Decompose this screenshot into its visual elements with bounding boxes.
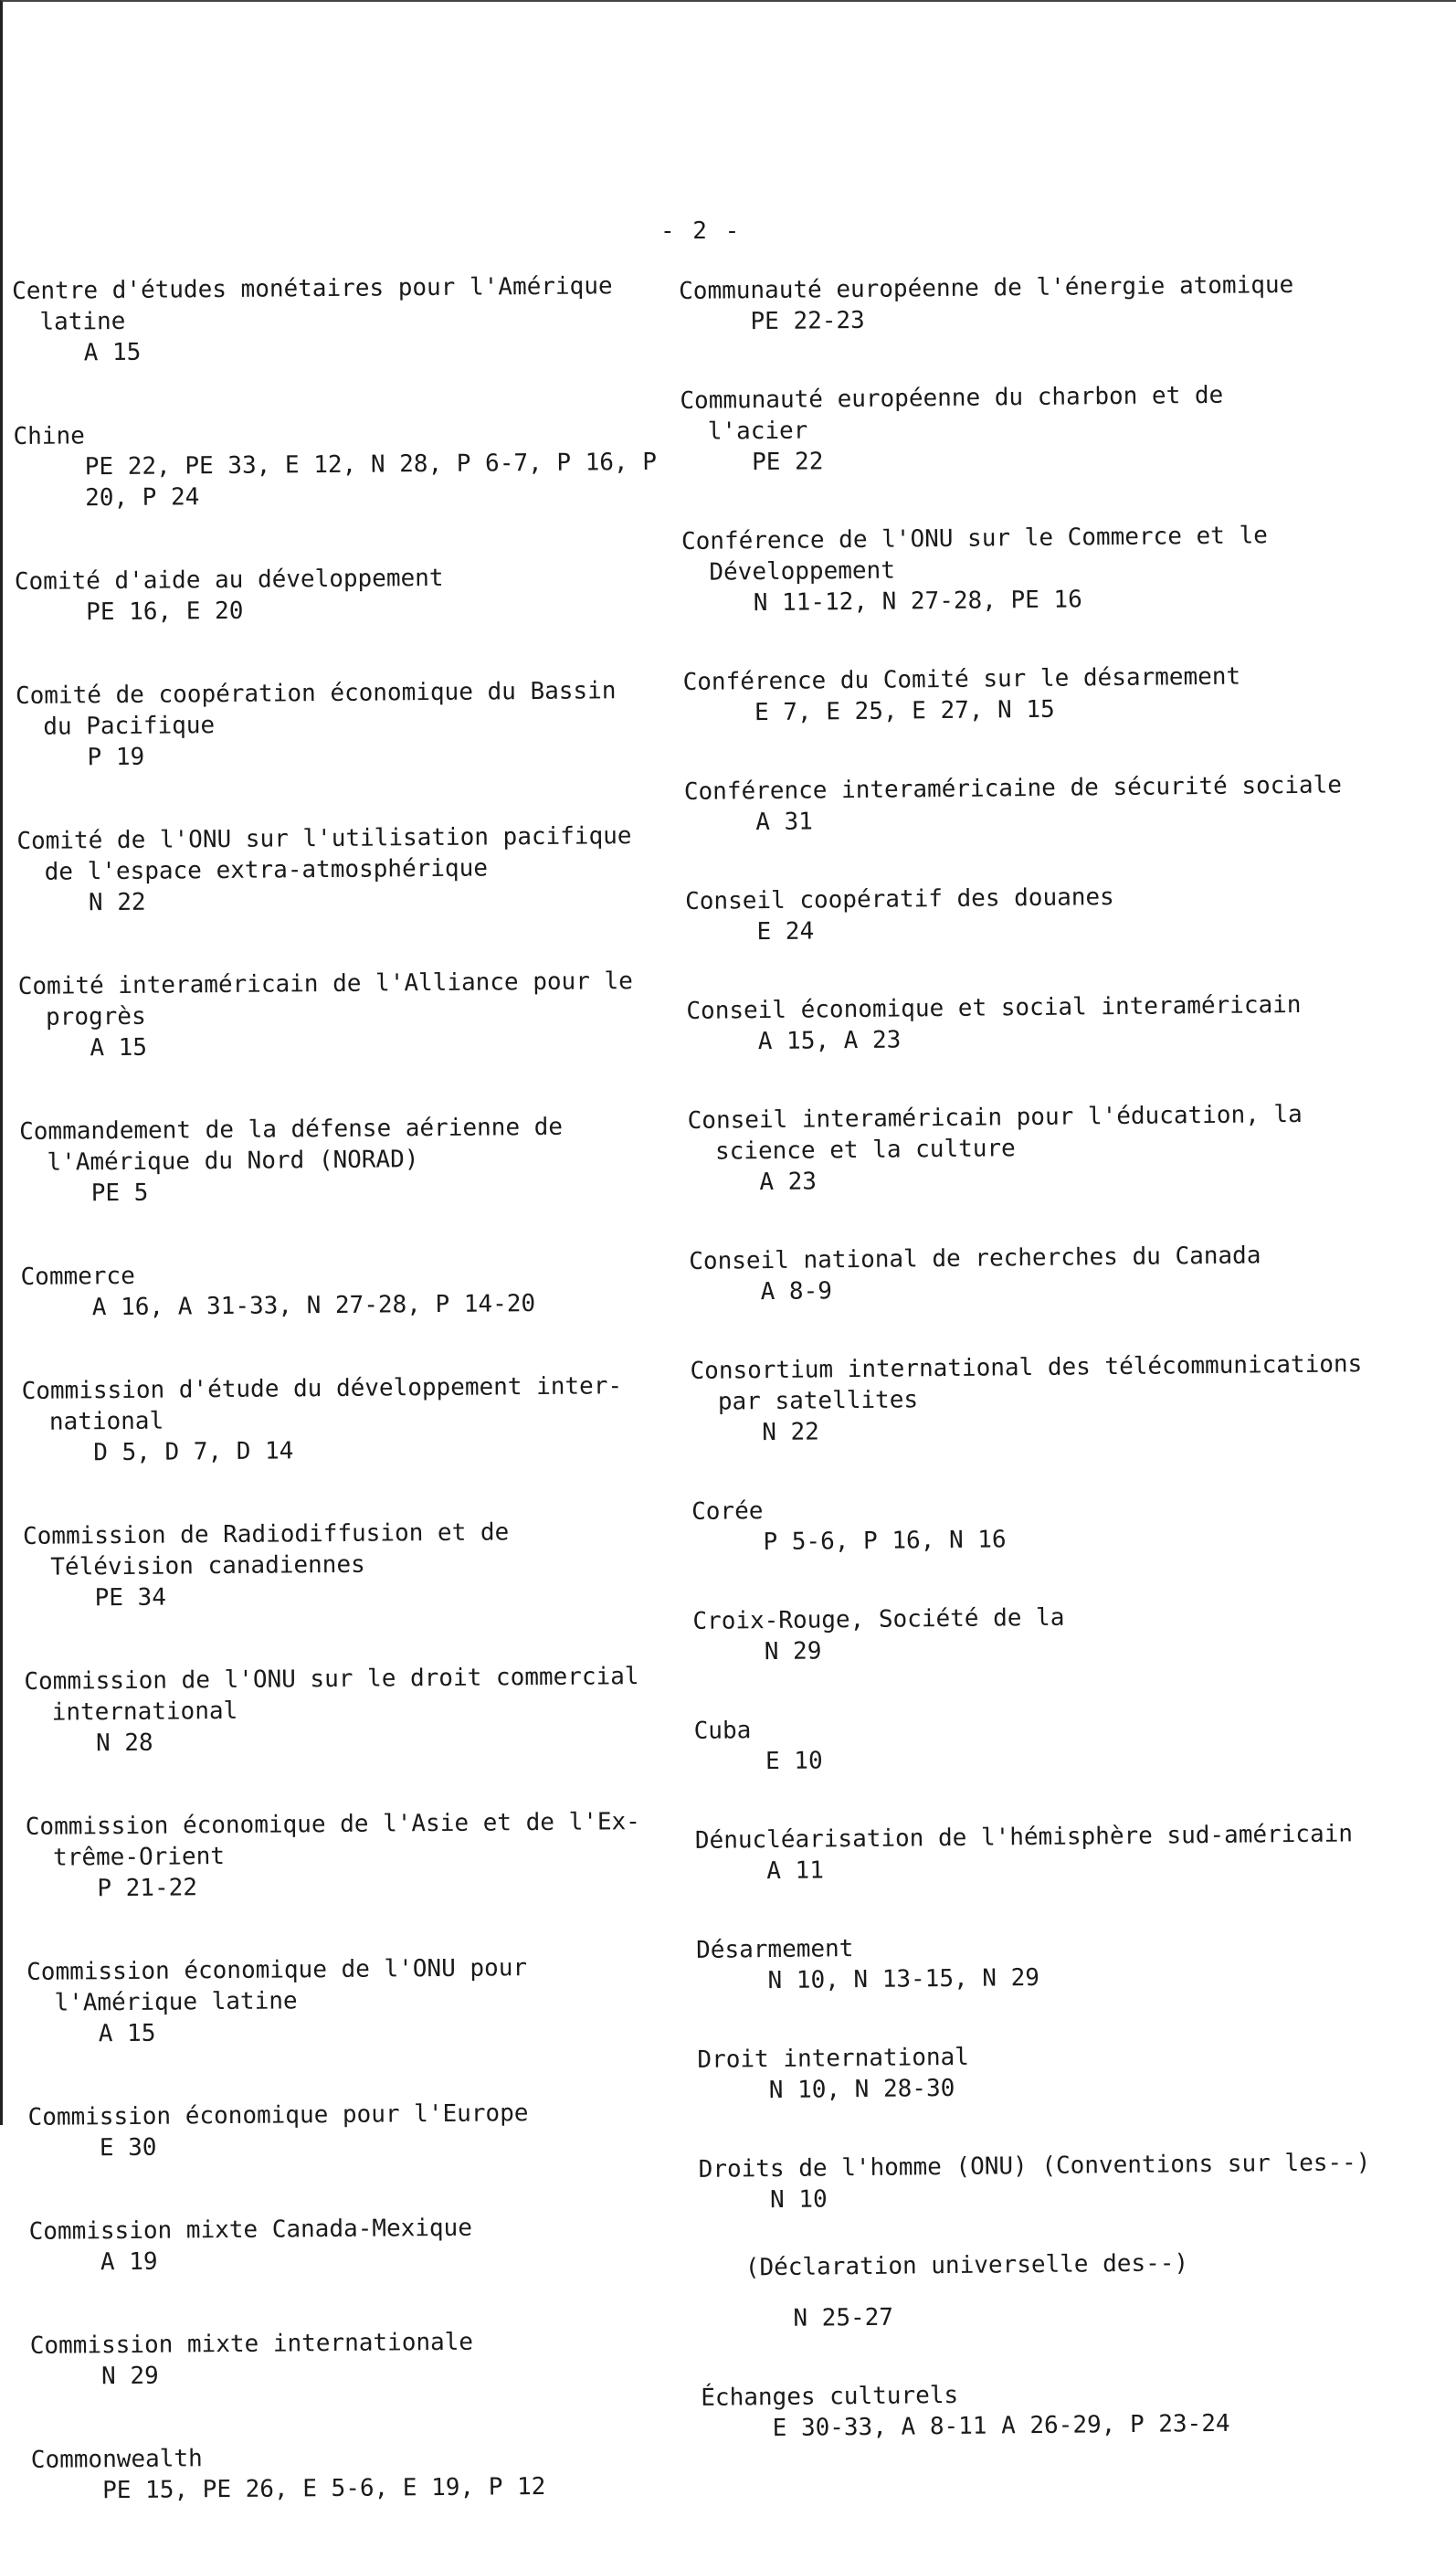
index-entry (684, 769, 1416, 839)
index-entry-heading (23, 1516, 691, 1583)
index-entry-heading-text: Droits de l'homme (ONU) (Conventions sur les--) (698, 2149, 1371, 2184)
index-entry-references: N 10, N 28-30 (768, 2074, 955, 2105)
index-entry-references: PE 22 (751, 448, 824, 477)
index-entry-references: N 29 (764, 1637, 822, 1666)
index-entry-heading-text: Désarmement (696, 1935, 854, 1964)
index-entry (29, 2211, 697, 2279)
index-entry-heading-text: Commission économique de l'ONU pour (26, 1954, 528, 1986)
index-entry-references: A 15 (90, 1033, 148, 1063)
index-entry-heading-text: Communauté européenne du charbon et de (680, 381, 1224, 415)
index-entry (27, 2097, 695, 2164)
index-entry (686, 989, 1418, 1058)
index-entry (701, 2374, 1432, 2444)
index-entry-references: D 5, D 7, D 14 (93, 1437, 294, 1467)
index-entry-references: N 22 (88, 888, 146, 917)
index-entry-references: E 30 (99, 2133, 157, 2162)
index-entry-references: N 28 (95, 1729, 153, 1758)
index-entry (23, 1516, 691, 1614)
index-entry-heading-text: Dénucléarisation de l'hémisphère sud-américain (694, 1820, 1354, 1855)
index-entry (18, 966, 686, 1064)
index-entry-heading-text: Commission de l'ONU sur le droit commercial (24, 1663, 639, 1696)
index-entry-heading-continuation: l'Amérique latine (54, 1987, 298, 2017)
index-entry (699, 2147, 1430, 2216)
index-entry (680, 378, 1411, 479)
index-entry-references: N 11-12, N 27-28, PE 16 (753, 586, 1082, 618)
index-entry-references: PE 22-23 (750, 306, 865, 336)
index-entry-heading-text: Conseil interaméricain pour l'éducation, la (687, 1100, 1303, 1135)
index-entry-references: A 15, A 23 (757, 1026, 902, 1056)
index-entry-references: PE 15, PE 26, E 5-6, E 19, P 12 (102, 2472, 546, 2505)
index-entry (689, 1239, 1420, 1308)
index-entry-heading-continuation: science et la culture (714, 1135, 1016, 1166)
index-entry-heading (681, 519, 1413, 588)
index-entry-heading-continuation: national (48, 1407, 164, 1436)
index-entry-references: A 11 (766, 1856, 825, 1886)
index-entry (26, 1951, 694, 2050)
index-entry-heading (16, 820, 684, 888)
index-entry-heading-text: Cuba (693, 1717, 752, 1745)
index-entry-heading-text: Commission mixte Canada-Mexique (28, 2214, 473, 2246)
index-entry (697, 2037, 1429, 2107)
index-entry-heading-text: Comité de coopération économique du Bassin (15, 677, 617, 710)
index-entry (22, 1370, 690, 1469)
index-entry-references: P 5-6, P 16, N 16 (763, 1526, 1007, 1557)
index-entry (696, 1928, 1428, 1997)
index-entry-heading (690, 1348, 1421, 1418)
index-entry-heading-continuation: international (51, 1697, 238, 1727)
index-entry (19, 1111, 687, 1210)
index-entry-heading (24, 1661, 691, 1729)
index-entry-references: E 10 (765, 1747, 823, 1776)
index-entry-heading-text: Comité interaméricain de l'Alliance pour le (17, 968, 633, 1000)
index-entry (682, 660, 1414, 729)
index-entry-references: P 21-22 (97, 1874, 198, 1903)
index-entry-references: A 23 (759, 1168, 818, 1197)
index-entry-heading (688, 1098, 1419, 1168)
index-entry-references: A 19 (100, 2247, 158, 2277)
index-entry-heading-text: Droit international (697, 2043, 970, 2074)
index-entry-heading-text: Comité de l'ONU sur l'utilisation pacifique (16, 822, 632, 855)
index-entry (688, 1098, 1419, 1199)
index-entry-heading-continuation: Télévision canadiennes (50, 1550, 365, 1581)
page-number: - 2 - (660, 217, 742, 245)
index-entry-heading-text: Commission économique pour l'Europe (27, 2099, 529, 2131)
index-entry-heading-text: Conférence interaméricaine de sécurité sociale (683, 771, 1343, 806)
index-entry-heading-text: Conseil économique et social interaméricain (686, 990, 1302, 1025)
index-entry-heading-text: Conférence du Comité sur le désarmement (682, 662, 1241, 696)
index-entry (30, 2325, 698, 2393)
index-entry-references: PE 5 (90, 1179, 149, 1208)
index-entry-heading (12, 270, 680, 338)
index-entry-heading-text: Communauté européenne de l'énergie atomique (679, 270, 1294, 305)
index-entry (26, 1806, 693, 1905)
index-entry-references: PE 16, E 20 (86, 597, 244, 627)
index-entry-heading-continuation: du Pacifique (43, 712, 216, 741)
index-entry (685, 879, 1417, 948)
index-entry-heading-continuation: trême-Orient (52, 1843, 226, 1872)
index-entry-references: A 15 (98, 2019, 156, 2048)
index-entry-references: E 24 (756, 917, 815, 946)
index-entry-heading (19, 1111, 687, 1179)
index-entry-heading-text: Commission d'étude du développement inter- (21, 1372, 623, 1405)
index-entry-heading-continuation: progrès (45, 1002, 146, 1031)
index-entry-heading-text: Commandement de la défense aérienne de (19, 1113, 564, 1146)
index-entry-references: P 19 (87, 743, 145, 772)
index-entry-heading-continuation: de l'espace extra-atmosphérique (44, 854, 489, 886)
index-entry (15, 561, 682, 629)
index-entry-heading (16, 675, 683, 743)
index-entry (681, 519, 1413, 619)
index-entry-heading (26, 1806, 693, 1874)
index-entry-references: N 10, N 13-15, N 29 (767, 1963, 1040, 1995)
index-entry (690, 1348, 1421, 1449)
index-entry-heading-text: Conseil coopératif des douanes (685, 883, 1114, 915)
index-entry-heading-continuation: l'acier (707, 417, 808, 446)
index-entry-heading-text: Conférence de l'ONU sur le Commerce et le (681, 522, 1268, 555)
index-entry-references: A 16, A 31-33, N 27-28, P 14-20 (91, 1290, 536, 1322)
index-subentry (700, 2246, 1431, 2335)
index-entry-heading-text: Chine (13, 422, 85, 450)
index-entry-references: N 29 (100, 2362, 159, 2391)
index-entry-heading-continuation: latine (39, 307, 126, 336)
index-entry (694, 1708, 1426, 1778)
index-entry (31, 2439, 699, 2507)
index-entry-heading-text: Croix-Rouge, Société de la (692, 1603, 1065, 1635)
index-entry-heading-continuation: par satellites (717, 1386, 919, 1416)
index-entry (691, 1489, 1423, 1559)
index-entry-references: E 30-33, A 8-11 A 26-29, P 23-24 (772, 2409, 1230, 2443)
index-entry-references: PE 22, PE 33, E 12, N 28, P 6-7, P 16, P 20, P 24 (84, 448, 658, 513)
index-entry-references: A 15 (83, 338, 142, 367)
index-entry-heading (18, 966, 686, 1033)
index-entry-heading-text: Commonwealth (30, 2445, 203, 2474)
index-entry-heading (22, 1370, 690, 1438)
index-entry-heading-text: Échanges culturels (701, 2381, 959, 2412)
index-entry-heading-text: Commission de Radiodiffusion et de (22, 1518, 510, 1550)
index-entry (16, 820, 684, 919)
index-entry-references: PE 34 (94, 1583, 167, 1613)
index-entry (20, 1256, 688, 1324)
index-subentry-references: N 25-27 (793, 2303, 894, 2332)
index-entry-heading-text: Commission économique de l'Asie et de l'Ex- (25, 1808, 641, 1841)
index-entry-heading-text: Comité d'aide au développement (14, 564, 444, 596)
index-entry (679, 269, 1410, 338)
index-entry (13, 416, 681, 514)
index-entry-references: A 31 (755, 808, 814, 837)
index-entry-references: A 8-9 (760, 1277, 833, 1306)
index-entry-references: N 22 (762, 1418, 820, 1447)
index-entry (24, 1661, 691, 1760)
index-subentry-heading: (Déclaration universelle des--) (744, 2249, 1189, 2282)
index-entry-heading-text: Corée (691, 1497, 764, 1526)
index-entry-references: E 7, E 25, E 27, N 15 (754, 695, 1055, 727)
index-entry-heading-continuation: l'Amérique du Nord (NORAD) (47, 1146, 419, 1177)
index-entry-heading (680, 378, 1411, 448)
index-entry (695, 1818, 1427, 1888)
index-column-left (12, 270, 699, 2559)
index-entry-heading-text: Centre d'études monétaires pour l'Amérique (12, 272, 613, 305)
index-entry (12, 270, 680, 369)
index-entry-heading-text: Commission mixte internationale (29, 2328, 474, 2360)
index-entry-heading (26, 1951, 694, 2019)
index-entry (16, 675, 683, 774)
index-entry-heading-text: Commerce (20, 1262, 135, 1291)
index-entry-heading-text: Conseil national de recherches du Canada (689, 1242, 1261, 1275)
index-entry-heading-text: Consortium international des télécommunications (690, 1350, 1363, 1385)
index-column-right (679, 269, 1432, 2492)
index-entry-references: N 10 (769, 2185, 828, 2215)
index-entry (692, 1599, 1424, 1668)
index-entry-heading-continuation: Développement (709, 556, 896, 587)
